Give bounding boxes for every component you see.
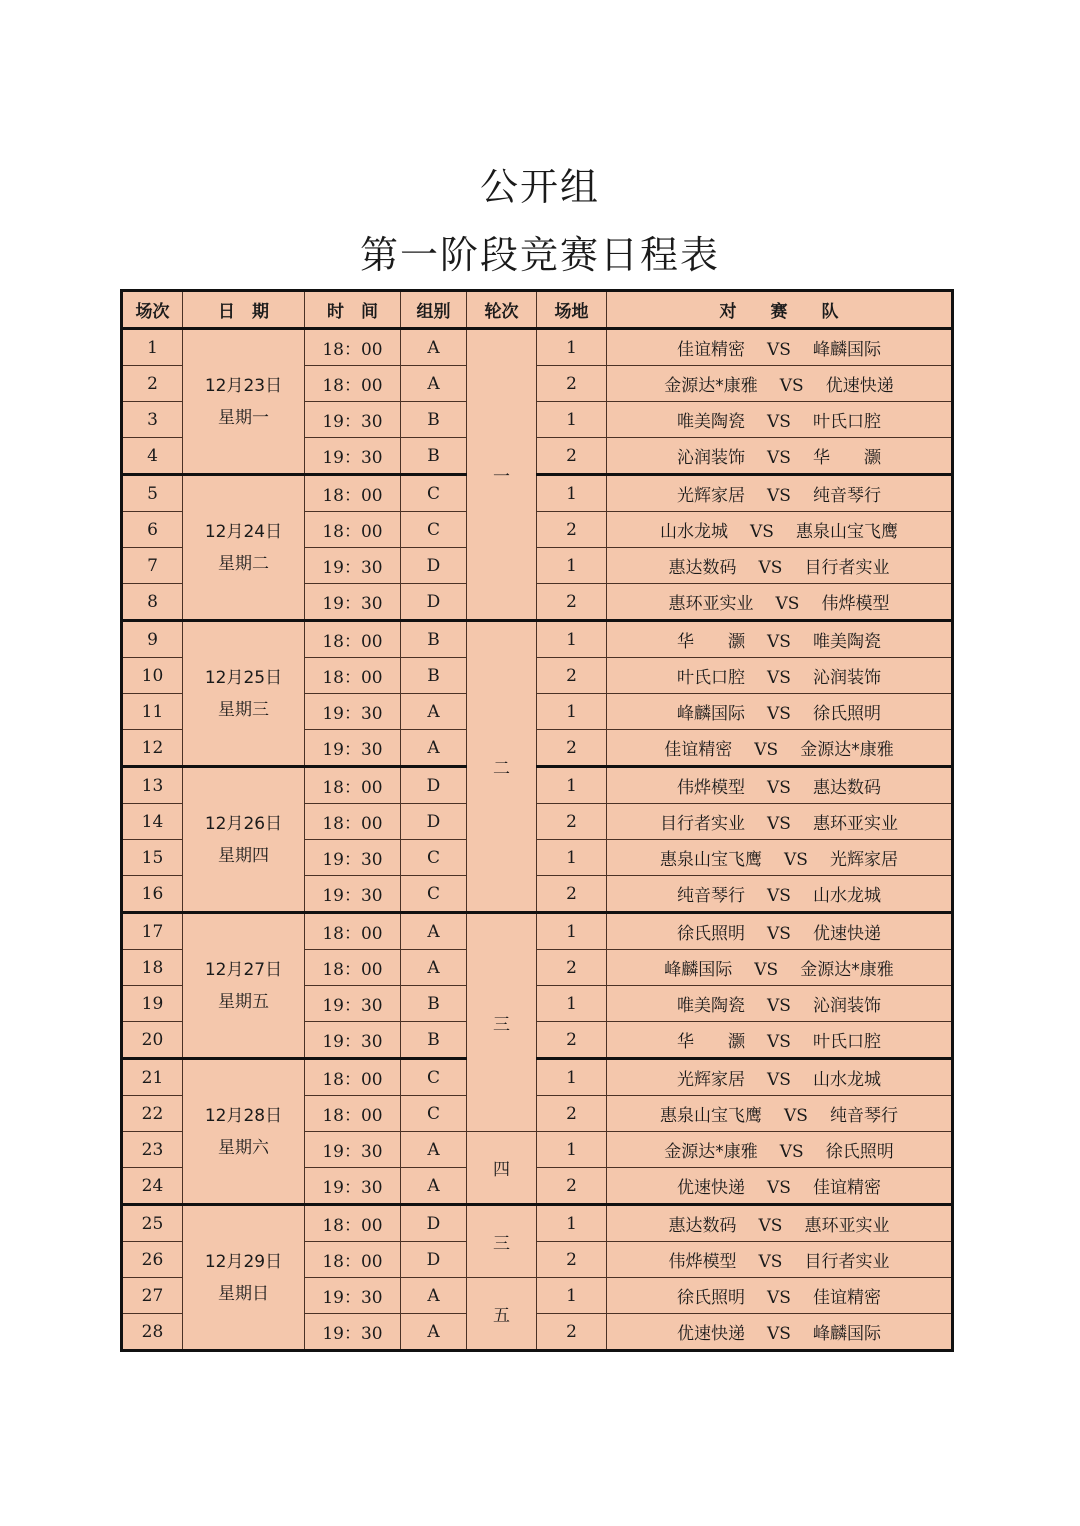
match-venue: 2 <box>537 438 607 475</box>
match-teams <box>607 329 953 366</box>
match-venue: 2 <box>537 658 607 694</box>
match-group: C <box>401 876 467 913</box>
vs-label: VS <box>767 1070 791 1090</box>
match-time: 18：00 <box>305 1205 401 1242</box>
match-number: 5 <box>122 475 183 512</box>
home-team: 目行者实业 <box>660 814 746 834</box>
match-teams <box>607 1205 953 1242</box>
away-team: 徐氏照明 <box>812 704 881 724</box>
match-teams <box>607 1242 953 1278</box>
match-number: 22 <box>122 1096 183 1132</box>
away-team: 唯美陶瓷 <box>812 632 881 652</box>
match-number: 14 <box>122 804 183 840</box>
match-venue: 1 <box>537 1205 607 1242</box>
vs-label: VS <box>767 814 791 834</box>
match-time: 18：00 <box>305 950 401 986</box>
vs-label: VS <box>779 376 804 396</box>
match-teams <box>607 438 953 475</box>
match-number: 24 <box>122 1168 183 1205</box>
date-cell <box>183 621 305 767</box>
match-venue: 1 <box>537 402 607 438</box>
match-number: 20 <box>122 1022 183 1059</box>
away-team: 惠达数码 <box>812 778 881 798</box>
match-group: C <box>401 512 467 548</box>
match-teams <box>607 1278 953 1314</box>
vs-label: VS <box>767 1032 791 1052</box>
match-time: 19：30 <box>305 548 401 584</box>
away-team: 佳谊精密 <box>812 1288 881 1308</box>
match-teams <box>607 840 953 876</box>
match-time: 19：30 <box>305 584 401 621</box>
match-time: 18：00 <box>305 366 401 402</box>
match-time: 19：30 <box>305 438 401 475</box>
header-date: 日 期 <box>183 291 305 329</box>
home-team: 惠泉山宝飞鹰 <box>660 1106 763 1126</box>
date-cell <box>183 1059 305 1205</box>
away-team: 惠环亚实业 <box>804 1216 890 1236</box>
away-team: 佳谊精密 <box>812 1178 881 1198</box>
weekday-text: 星期二 <box>218 553 269 574</box>
match-venue: 1 <box>537 548 607 584</box>
table-row <box>122 913 953 950</box>
home-team: 伟烨模型 <box>677 778 746 798</box>
home-team: 惠泉山宝飞鹰 <box>660 850 763 870</box>
vs-label: VS <box>750 522 774 542</box>
match-number: 11 <box>122 694 183 730</box>
match-group: C <box>401 1096 467 1132</box>
match-time: 18：00 <box>305 767 401 804</box>
header-teams: 对 赛 队 <box>607 291 953 329</box>
weekday-text: 星期一 <box>218 407 269 428</box>
vs-label: VS <box>767 340 791 360</box>
home-team: 佳谊精密 <box>677 340 746 360</box>
match-number: 3 <box>122 402 183 438</box>
vs-label: VS <box>784 1106 808 1126</box>
away-team: 金源达*康雅 <box>800 740 894 760</box>
match-teams <box>607 366 953 402</box>
vs-label: VS <box>758 1216 783 1236</box>
match-group: A <box>401 329 467 366</box>
match-group: D <box>401 1205 467 1242</box>
weekday-text: 星期五 <box>218 991 269 1012</box>
match-teams <box>607 876 953 913</box>
away-team: 优速快递 <box>825 376 894 396</box>
home-team: 唯美陶瓷 <box>677 996 746 1016</box>
weekday-text: 星期日 <box>218 1283 269 1304</box>
match-teams <box>607 1168 953 1205</box>
away-team: 叶氏口腔 <box>812 412 881 432</box>
match-time: 19：30 <box>305 986 401 1022</box>
vs-label: VS <box>767 1178 791 1198</box>
vs-label: VS <box>767 778 791 798</box>
home-team: 光辉家居 <box>677 486 746 506</box>
match-number: 28 <box>122 1314 183 1351</box>
vs-label: VS <box>767 996 791 1016</box>
away-team: 目行者实业 <box>804 558 890 578</box>
match-venue: 2 <box>537 730 607 767</box>
match-number: 4 <box>122 438 183 475</box>
home-team: 沁润装饰 <box>677 448 746 468</box>
vs-label: VS <box>767 1288 791 1308</box>
match-teams <box>607 1096 953 1132</box>
match-time: 19：30 <box>305 1022 401 1059</box>
page-title-schedule: 第一阶段竞赛日程表 <box>359 233 720 277</box>
match-venue: 2 <box>537 366 607 402</box>
header-venue: 场地 <box>537 291 607 329</box>
header-round: 轮次 <box>467 291 537 329</box>
match-venue: 1 <box>537 1278 607 1314</box>
match-teams <box>607 767 953 804</box>
match-number: 8 <box>122 584 183 621</box>
home-team: 佳谊精密 <box>664 740 733 760</box>
home-team: 华 灏 <box>677 632 746 652</box>
match-number: 7 <box>122 548 183 584</box>
match-teams <box>607 1059 953 1096</box>
match-teams <box>607 621 953 658</box>
match-teams <box>607 913 953 950</box>
header-group: 组别 <box>401 291 467 329</box>
date-cell <box>183 475 305 621</box>
match-group: B <box>401 658 467 694</box>
vs-label: VS <box>767 924 791 944</box>
away-team: 叶氏口腔 <box>812 1032 881 1052</box>
vs-label: VS <box>767 486 791 506</box>
match-group: B <box>401 1022 467 1059</box>
match-venue: 2 <box>537 584 607 621</box>
vs-label: VS <box>767 668 791 688</box>
match-number: 27 <box>122 1278 183 1314</box>
match-time: 19：30 <box>305 402 401 438</box>
away-team: 优速快递 <box>812 924 881 944</box>
table-row <box>122 329 953 366</box>
home-team: 光辉家居 <box>677 1070 746 1090</box>
home-team: 山水龙城 <box>660 522 729 542</box>
date-text: 12月27日 <box>204 959 283 980</box>
vs-label: VS <box>779 1142 804 1162</box>
match-number: 25 <box>122 1205 183 1242</box>
match-group: A <box>401 1132 467 1168</box>
match-venue: 2 <box>537 512 607 548</box>
match-group: A <box>401 1168 467 1205</box>
match-time: 18：00 <box>305 658 401 694</box>
match-group: B <box>401 986 467 1022</box>
match-group: C <box>401 1059 467 1096</box>
away-team: 惠环亚实业 <box>812 814 898 834</box>
home-team: 金源达*康雅 <box>664 1142 758 1162</box>
round-cell: 五 <box>467 1278 537 1351</box>
match-number: 6 <box>122 512 183 548</box>
match-venue: 2 <box>537 1242 607 1278</box>
match-venue: 1 <box>537 329 607 366</box>
away-team: 纯音琴行 <box>829 1106 898 1126</box>
date-text: 12月23日 <box>204 375 283 396</box>
page-title-group: 公开组 <box>479 165 600 209</box>
match-group: A <box>401 913 467 950</box>
date-cell <box>183 913 305 1059</box>
match-group: A <box>401 1314 467 1351</box>
match-group: A <box>401 730 467 767</box>
match-teams <box>607 1314 953 1351</box>
match-number: 19 <box>122 986 183 1022</box>
home-team: 优速快递 <box>677 1178 746 1198</box>
match-venue: 2 <box>537 876 607 913</box>
vs-label: VS <box>758 1252 783 1272</box>
match-venue: 1 <box>537 621 607 658</box>
match-time: 19：30 <box>305 840 401 876</box>
match-teams <box>607 694 953 730</box>
match-time: 18：00 <box>305 512 401 548</box>
match-group: D <box>401 804 467 840</box>
vs-label: VS <box>767 1324 791 1344</box>
vs-label: VS <box>767 448 791 468</box>
match-number: 16 <box>122 876 183 913</box>
match-teams <box>607 658 953 694</box>
match-group: D <box>401 1242 467 1278</box>
away-team: 金源达*康雅 <box>800 960 894 980</box>
match-number: 23 <box>122 1132 183 1168</box>
match-venue: 1 <box>537 1059 607 1096</box>
away-team: 光辉家居 <box>829 850 898 870</box>
vs-label: VS <box>754 960 779 980</box>
away-team: 徐氏照明 <box>825 1142 894 1162</box>
vs-label: VS <box>767 886 791 906</box>
match-number: 18 <box>122 950 183 986</box>
home-team: 金源达*康雅 <box>664 376 758 396</box>
match-teams <box>607 1022 953 1059</box>
home-team: 伟烨模型 <box>668 1252 737 1272</box>
weekday-text: 星期四 <box>218 845 269 866</box>
match-teams <box>607 475 953 512</box>
match-number: 21 <box>122 1059 183 1096</box>
vs-label: VS <box>775 594 800 614</box>
match-group: C <box>401 475 467 512</box>
away-team: 惠泉山宝飞鹰 <box>795 522 898 542</box>
match-venue: 2 <box>537 1096 607 1132</box>
table-row <box>122 621 953 658</box>
match-time: 19：30 <box>305 1278 401 1314</box>
match-teams <box>607 512 953 548</box>
match-venue: 1 <box>537 986 607 1022</box>
table-row <box>122 1059 953 1096</box>
match-group: A <box>401 694 467 730</box>
match-time: 18：00 <box>305 329 401 366</box>
match-group: B <box>401 402 467 438</box>
date-text: 12月26日 <box>204 813 283 834</box>
match-group: B <box>401 621 467 658</box>
match-venue: 1 <box>537 475 607 512</box>
match-group: D <box>401 584 467 621</box>
vs-label: VS <box>758 558 783 578</box>
match-time: 19：30 <box>305 730 401 767</box>
match-group: A <box>401 1278 467 1314</box>
vs-label: VS <box>784 850 808 870</box>
round-cell: 二 <box>467 621 537 913</box>
home-team: 纯音琴行 <box>677 886 746 906</box>
away-team: 华 灏 <box>812 448 881 468</box>
match-number: 1 <box>122 329 183 366</box>
match-number: 26 <box>122 1242 183 1278</box>
match-time: 18：00 <box>305 1242 401 1278</box>
header-match-no: 场次 <box>122 291 183 329</box>
match-time: 19：30 <box>305 694 401 730</box>
vs-label: VS <box>767 632 791 652</box>
match-venue: 2 <box>537 1168 607 1205</box>
home-team: 华 灏 <box>677 1032 746 1052</box>
match-group: A <box>401 366 467 402</box>
match-time: 18：00 <box>305 621 401 658</box>
match-number: 9 <box>122 621 183 658</box>
home-team: 唯美陶瓷 <box>677 412 746 432</box>
match-number: 13 <box>122 767 183 804</box>
match-group: C <box>401 840 467 876</box>
match-teams <box>607 730 953 767</box>
date-cell <box>183 1205 305 1351</box>
home-team: 峰麟国际 <box>677 704 746 724</box>
match-venue: 2 <box>537 1022 607 1059</box>
away-team: 沁润装饰 <box>812 996 881 1016</box>
match-time: 18：00 <box>305 475 401 512</box>
date-cell <box>183 767 305 913</box>
match-number: 15 <box>122 840 183 876</box>
away-team: 山水龙城 <box>812 1070 881 1090</box>
date-text: 12月24日 <box>204 521 283 542</box>
match-teams <box>607 950 953 986</box>
match-venue: 2 <box>537 1314 607 1351</box>
match-group: B <box>401 438 467 475</box>
home-team: 徐氏照明 <box>677 924 746 944</box>
match-venue: 1 <box>537 913 607 950</box>
match-time: 18：00 <box>305 1059 401 1096</box>
schedule-table <box>120 289 954 1352</box>
match-time: 19：30 <box>305 1132 401 1168</box>
match-venue: 1 <box>537 840 607 876</box>
home-team: 优速快递 <box>677 1324 746 1344</box>
away-team: 峰麟国际 <box>812 340 881 360</box>
round-cell: 一 <box>467 329 537 621</box>
home-team: 惠达数码 <box>668 1216 737 1236</box>
match-number: 17 <box>122 913 183 950</box>
match-venue: 1 <box>537 1132 607 1168</box>
table-header-row <box>122 291 953 329</box>
match-venue: 1 <box>537 694 607 730</box>
away-team: 山水龙城 <box>812 886 881 906</box>
home-team: 惠达数码 <box>668 558 737 578</box>
round-cell: 四 <box>467 1132 537 1205</box>
round-cell: 三 <box>467 1205 537 1278</box>
match-group: D <box>401 548 467 584</box>
date-cell <box>183 329 305 475</box>
vs-label: VS <box>754 740 779 760</box>
home-team: 惠环亚实业 <box>668 594 754 614</box>
match-venue: 2 <box>537 950 607 986</box>
match-number: 12 <box>122 730 183 767</box>
match-teams <box>607 584 953 621</box>
match-time: 19：30 <box>305 876 401 913</box>
match-time: 18：00 <box>305 913 401 950</box>
date-text: 12月29日 <box>204 1251 283 1272</box>
match-venue: 1 <box>537 767 607 804</box>
match-teams <box>607 804 953 840</box>
match-teams <box>607 986 953 1022</box>
home-team: 叶氏口腔 <box>677 668 746 688</box>
match-group: D <box>401 767 467 804</box>
date-text: 12月25日 <box>204 667 283 688</box>
match-venue: 2 <box>537 804 607 840</box>
round-cell: 三 <box>467 913 537 1132</box>
match-teams <box>607 548 953 584</box>
weekday-text: 星期六 <box>218 1137 269 1158</box>
away-team: 沁润装饰 <box>812 668 881 688</box>
match-time: 19：30 <box>305 1314 401 1351</box>
weekday-text: 星期三 <box>218 699 269 720</box>
match-time: 18：00 <box>305 1096 401 1132</box>
match-teams <box>607 402 953 438</box>
away-team: 伟烨模型 <box>821 594 890 614</box>
date-text: 12月28日 <box>204 1105 283 1126</box>
vs-label: VS <box>767 704 791 724</box>
table-row <box>122 1205 953 1242</box>
header-time: 时 间 <box>305 291 401 329</box>
table-row <box>122 475 953 512</box>
table-row <box>122 767 953 804</box>
away-team: 峰麟国际 <box>812 1324 881 1344</box>
match-group: A <box>401 950 467 986</box>
match-number: 10 <box>122 658 183 694</box>
schedule-body <box>122 329 953 1351</box>
away-team: 目行者实业 <box>804 1252 890 1272</box>
away-team: 纯音琴行 <box>812 486 881 506</box>
home-team: 峰麟国际 <box>664 960 733 980</box>
home-team: 徐氏照明 <box>677 1288 746 1308</box>
vs-label: VS <box>767 412 791 432</box>
match-time: 18：00 <box>305 804 401 840</box>
match-teams <box>607 1132 953 1168</box>
match-time: 19：30 <box>305 1168 401 1205</box>
match-number: 2 <box>122 366 183 402</box>
